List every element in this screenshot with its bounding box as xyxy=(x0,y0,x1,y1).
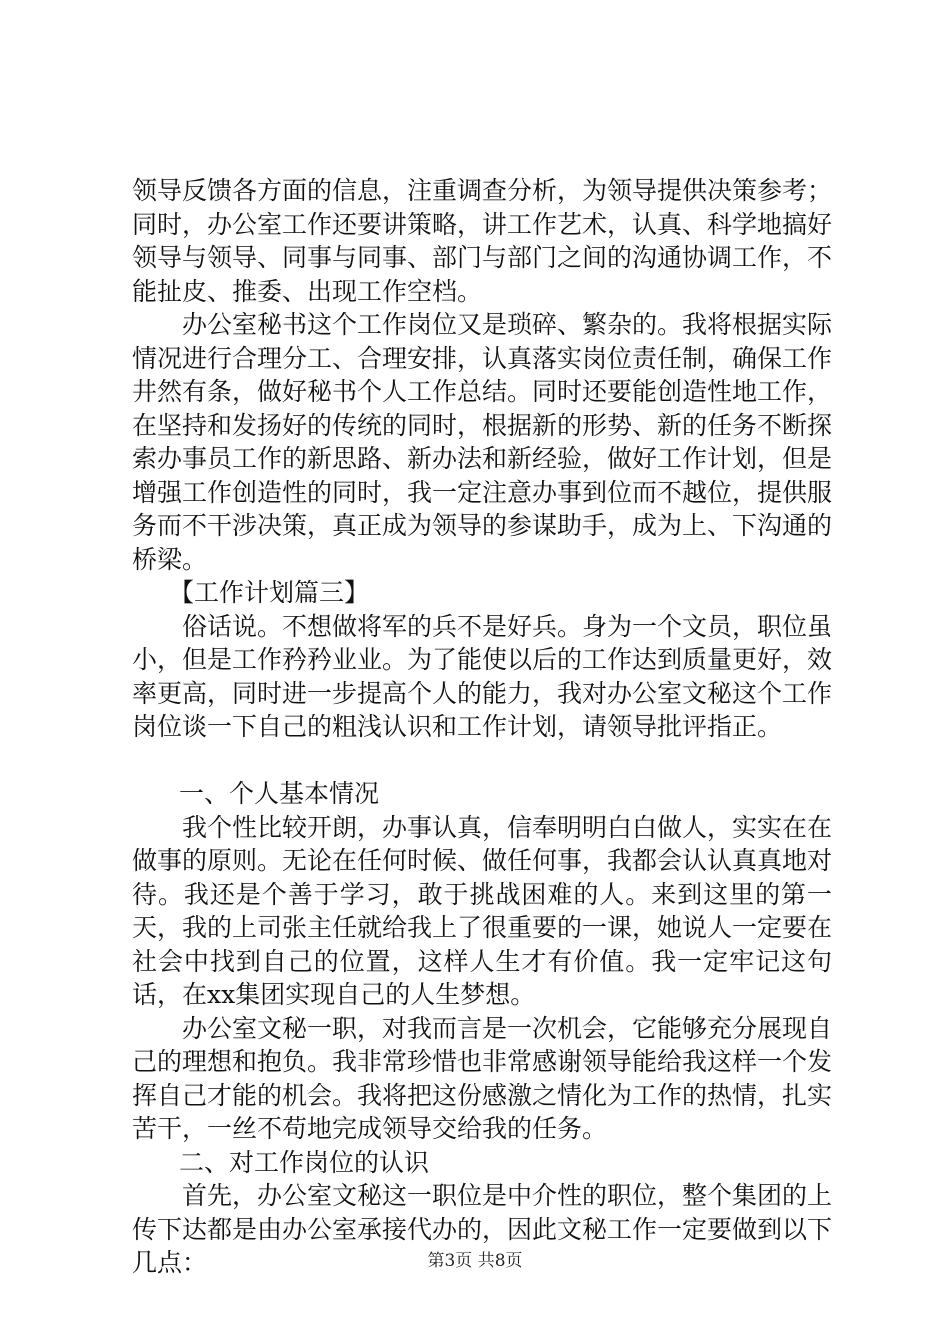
paragraph-secretary-role: 办公室秘书这个工作岗位又是琐碎、繁杂的。我将根据实际情况进行合理分工、合理安排，认真落实岗位责任制，确保工作井然有条，做好秘书个人工作总结。同时还要能创造性地工作，在坚持和发扬好的传统的同时，根据新的形势、新的任务不断探索办事员工作的新思路、新办法和新经验，做好工作计划，但是增强工作创造性的同时，我一定注意办事到位而不越位，提供服务而不干涉决策，真正成为领导的参谋助手，成为上、下沟通的桥梁。 xyxy=(132,310,833,574)
page-number-footer: 第3页 共8页 xyxy=(427,1251,523,1271)
paragraph-first-point: 首先，办公室文秘这一职位是中介性的职位，整个集团的上传下达都是由办公室承接代办的，因此文秘工作一定要做到以下几点： xyxy=(132,1181,833,1277)
paragraph-personality: 我个性比较开朗，办事认真，信奉明明白白做人，实实在在做事的原则。无论在任何时候、做任何事，我都会认认真真地对待。我还是个善于学习，敢于挑战困难的人。来到这里的第一天，我的上司张主任就给我上了很重要的一课，她说人一定要在社会中找到自己的位置，这样人生才有价值。我一定牢记这句话，在xx集团实现自己的人生梦想。 xyxy=(132,812,833,1009)
paragraph-continuation: 领导反馈各方面的信息，注重调查分析，为领导提供决策参考；同时，办公室工作还要讲策略，讲工作艺术，认真、科学地搞好领导与领导、同事与同事、部门与部门之间的沟通协调工作，不能扯皮、推委、出现工作空档。 xyxy=(132,176,833,306)
heading-personal-info: 一、个人基本情况 xyxy=(179,779,380,808)
blank-line xyxy=(132,744,832,778)
heading-job-understanding: 二、对工作岗位的认识 xyxy=(179,1147,430,1177)
paragraph-opportunity: 办公室文秘一职，对我而言是一次机会，它能够充分展现自己的理想和抱负。我非常珍惜也非常感谢领导能给我这样一个发挥自己才能的机会。我将把这份感激之情化为工作的热情，扎实苦干，一丝不苟地完成领导交给我的任务。 xyxy=(132,1013,833,1143)
paragraph-intro: 俗话说。不想做将军的兵不是好兵。身为一个文员，职位虽小，但是工作矜矜业业。为了能使以后的工作达到质量更好，效率更高，同时进一步提高个人的能力，我对办公室文秘这个工作岗位谈一下自己的粗浅认识和工作计划，请领导批评指正。 xyxy=(132,611,833,741)
section-title-part-three: 【工作计划篇三】 xyxy=(169,578,370,607)
document-body xyxy=(132,174,832,1280)
